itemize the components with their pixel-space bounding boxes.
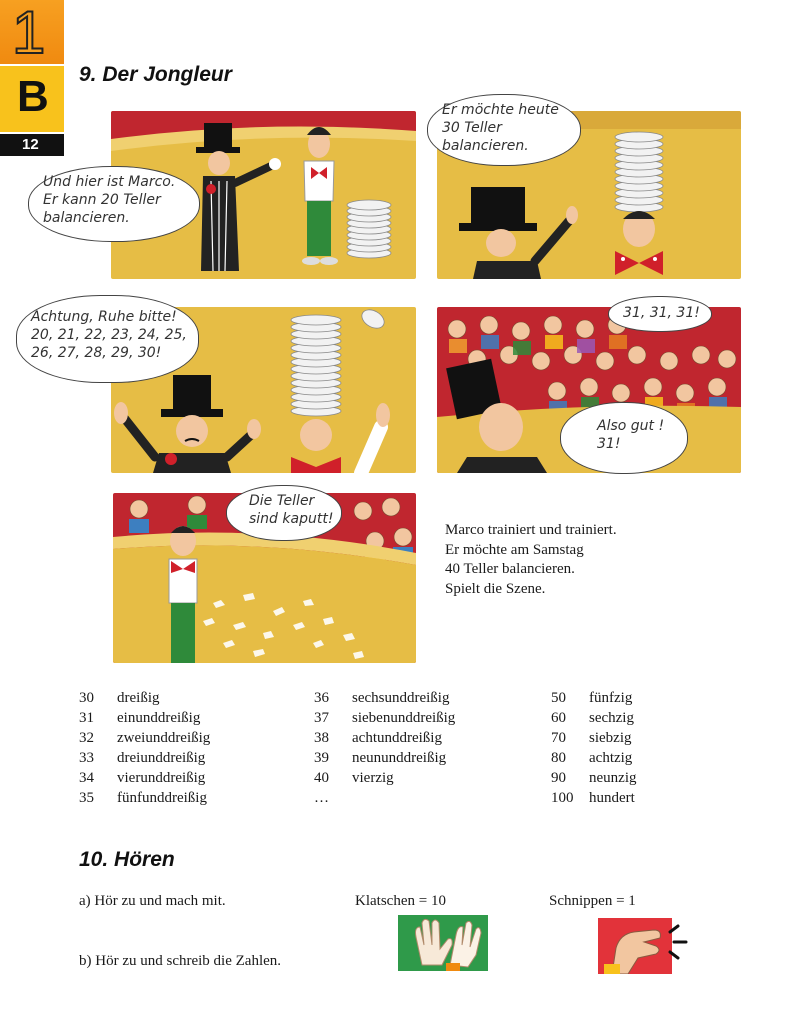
number-digit: 39 bbox=[314, 750, 329, 766]
number-digit: 37 bbox=[314, 710, 329, 726]
story-line-1: Marco trainiert und trainiert. bbox=[445, 522, 617, 538]
story-line-3: 40 Teller balancieren. bbox=[445, 561, 575, 577]
bubble-4-shout-text: 31, 31, 31! bbox=[623, 305, 700, 321]
number-digit: 30 bbox=[79, 690, 94, 706]
numbers-column-2 bbox=[314, 688, 455, 808]
number-word: dreißig bbox=[117, 690, 160, 706]
number-word: dreiunddreißig bbox=[117, 750, 206, 766]
bubble-1-line-3: balancieren. bbox=[43, 210, 130, 226]
number-word: hundert bbox=[589, 790, 635, 806]
bubble-5-line-2: sind kaputt! bbox=[249, 511, 334, 527]
task-a: a) Hör zu und mach mit. bbox=[79, 893, 226, 909]
klatschen-label: Klatschen = 10 bbox=[355, 893, 446, 909]
numbers-column-3 bbox=[551, 688, 636, 808]
number-digit: 33 bbox=[79, 750, 94, 766]
schnippen-label: Schnippen = 1 bbox=[549, 893, 636, 909]
bubble-2-line-1: Er möchte heute bbox=[442, 102, 559, 118]
speech-bubble-4-reply bbox=[560, 402, 688, 474]
number-row bbox=[79, 708, 210, 728]
number-digit: 38 bbox=[314, 730, 329, 746]
bubble-1-line-2: Er kann 20 Teller bbox=[43, 192, 161, 208]
number-row bbox=[79, 688, 210, 708]
number-digit: 90 bbox=[551, 770, 566, 786]
bubble-3-line-2: 20, 21, 22, 23, 24, 25, bbox=[31, 327, 187, 343]
number-digit: 80 bbox=[551, 750, 566, 766]
number-digit: 40 bbox=[314, 770, 329, 786]
number-row bbox=[314, 728, 455, 748]
story-text bbox=[445, 521, 617, 599]
number-digit: 34 bbox=[79, 770, 94, 786]
speech-bubble-4-shout bbox=[608, 296, 712, 332]
number-word: einunddreißig bbox=[117, 710, 201, 726]
bubble-4-reply-line-2: 31! bbox=[597, 436, 621, 452]
number-row bbox=[314, 788, 455, 808]
section-tab bbox=[0, 66, 64, 132]
story-line-2: Er möchte am Samstag bbox=[445, 541, 584, 558]
section-letter: B bbox=[17, 72, 49, 121]
number-word: fünfunddreißig bbox=[117, 790, 207, 806]
number-row bbox=[79, 768, 210, 788]
speech-bubble-5 bbox=[226, 485, 342, 541]
number-row bbox=[314, 708, 455, 728]
number-word: zweiunddreißig bbox=[117, 730, 211, 746]
number-row bbox=[79, 748, 210, 768]
unit-number: 1 bbox=[12, 0, 46, 66]
number-word: achtzig bbox=[589, 750, 633, 766]
number-row bbox=[551, 788, 636, 808]
number-row bbox=[79, 728, 210, 748]
number-digit: 70 bbox=[551, 730, 566, 746]
number-digit: 60 bbox=[551, 710, 566, 726]
number-word: siebenunddreißig bbox=[352, 710, 456, 726]
page-number-tab bbox=[0, 134, 64, 156]
number-word: vierzig bbox=[352, 770, 394, 786]
bubble-2-line-2: 30 Teller bbox=[442, 120, 502, 136]
bubble-3-line-3: 26, 27, 28, 29, 30! bbox=[31, 345, 162, 361]
number-word: neunzig bbox=[589, 770, 637, 786]
task-b: b) Hör zu und schreib die Zahlen. bbox=[79, 953, 282, 969]
number-digit: 50 bbox=[551, 690, 566, 706]
number-word: vierunddreißig bbox=[117, 770, 206, 786]
number-row bbox=[551, 688, 636, 708]
exercise-10-title: 10. Hören bbox=[79, 848, 175, 871]
number-row bbox=[551, 708, 636, 728]
speech-bubble-2 bbox=[427, 94, 581, 166]
numbers-column-1 bbox=[79, 688, 210, 808]
speech-bubble-1 bbox=[28, 166, 200, 242]
number-row bbox=[314, 748, 455, 768]
number-digit: 36 bbox=[314, 690, 329, 706]
speech-bubble-3 bbox=[16, 295, 199, 383]
number-row bbox=[79, 788, 210, 808]
bubble-1-line-1: Und hier ist Marco. bbox=[43, 174, 176, 190]
number-digit: 100 bbox=[551, 790, 574, 806]
bubble-5-line-1: Die Teller bbox=[249, 493, 315, 509]
number-digit: 35 bbox=[79, 790, 94, 806]
number-word: sechzig bbox=[589, 710, 634, 726]
number-row bbox=[314, 768, 455, 788]
bubble-4-reply-line-1: Also gut ! bbox=[597, 418, 665, 434]
bubble-3-line-1: Achtung, Ruhe bitte! bbox=[31, 309, 177, 325]
page-number: 12 bbox=[22, 136, 39, 153]
number-digit: 31 bbox=[79, 710, 94, 726]
number-row bbox=[551, 768, 636, 788]
bubble-2-line-3: balancieren. bbox=[442, 138, 529, 154]
number-word: neununddreißig bbox=[352, 750, 447, 766]
snapping-fingers-icon bbox=[598, 918, 690, 974]
number-digit: 32 bbox=[79, 730, 94, 746]
number-digit: … bbox=[314, 790, 329, 806]
clapping-hands-icon bbox=[398, 915, 488, 971]
number-word: siebzig bbox=[589, 730, 632, 746]
number-row bbox=[551, 748, 636, 768]
number-word: sechsunddreißig bbox=[352, 690, 450, 706]
exercise-9-title: 9. Der Jongleur bbox=[79, 63, 232, 86]
unit-tab bbox=[0, 0, 64, 64]
number-row bbox=[314, 688, 455, 708]
number-word: fünfzig bbox=[589, 690, 633, 706]
story-line-4: Spielt die Szene. bbox=[445, 580, 546, 597]
number-row bbox=[551, 728, 636, 748]
number-word: achtunddreißig bbox=[352, 730, 442, 746]
